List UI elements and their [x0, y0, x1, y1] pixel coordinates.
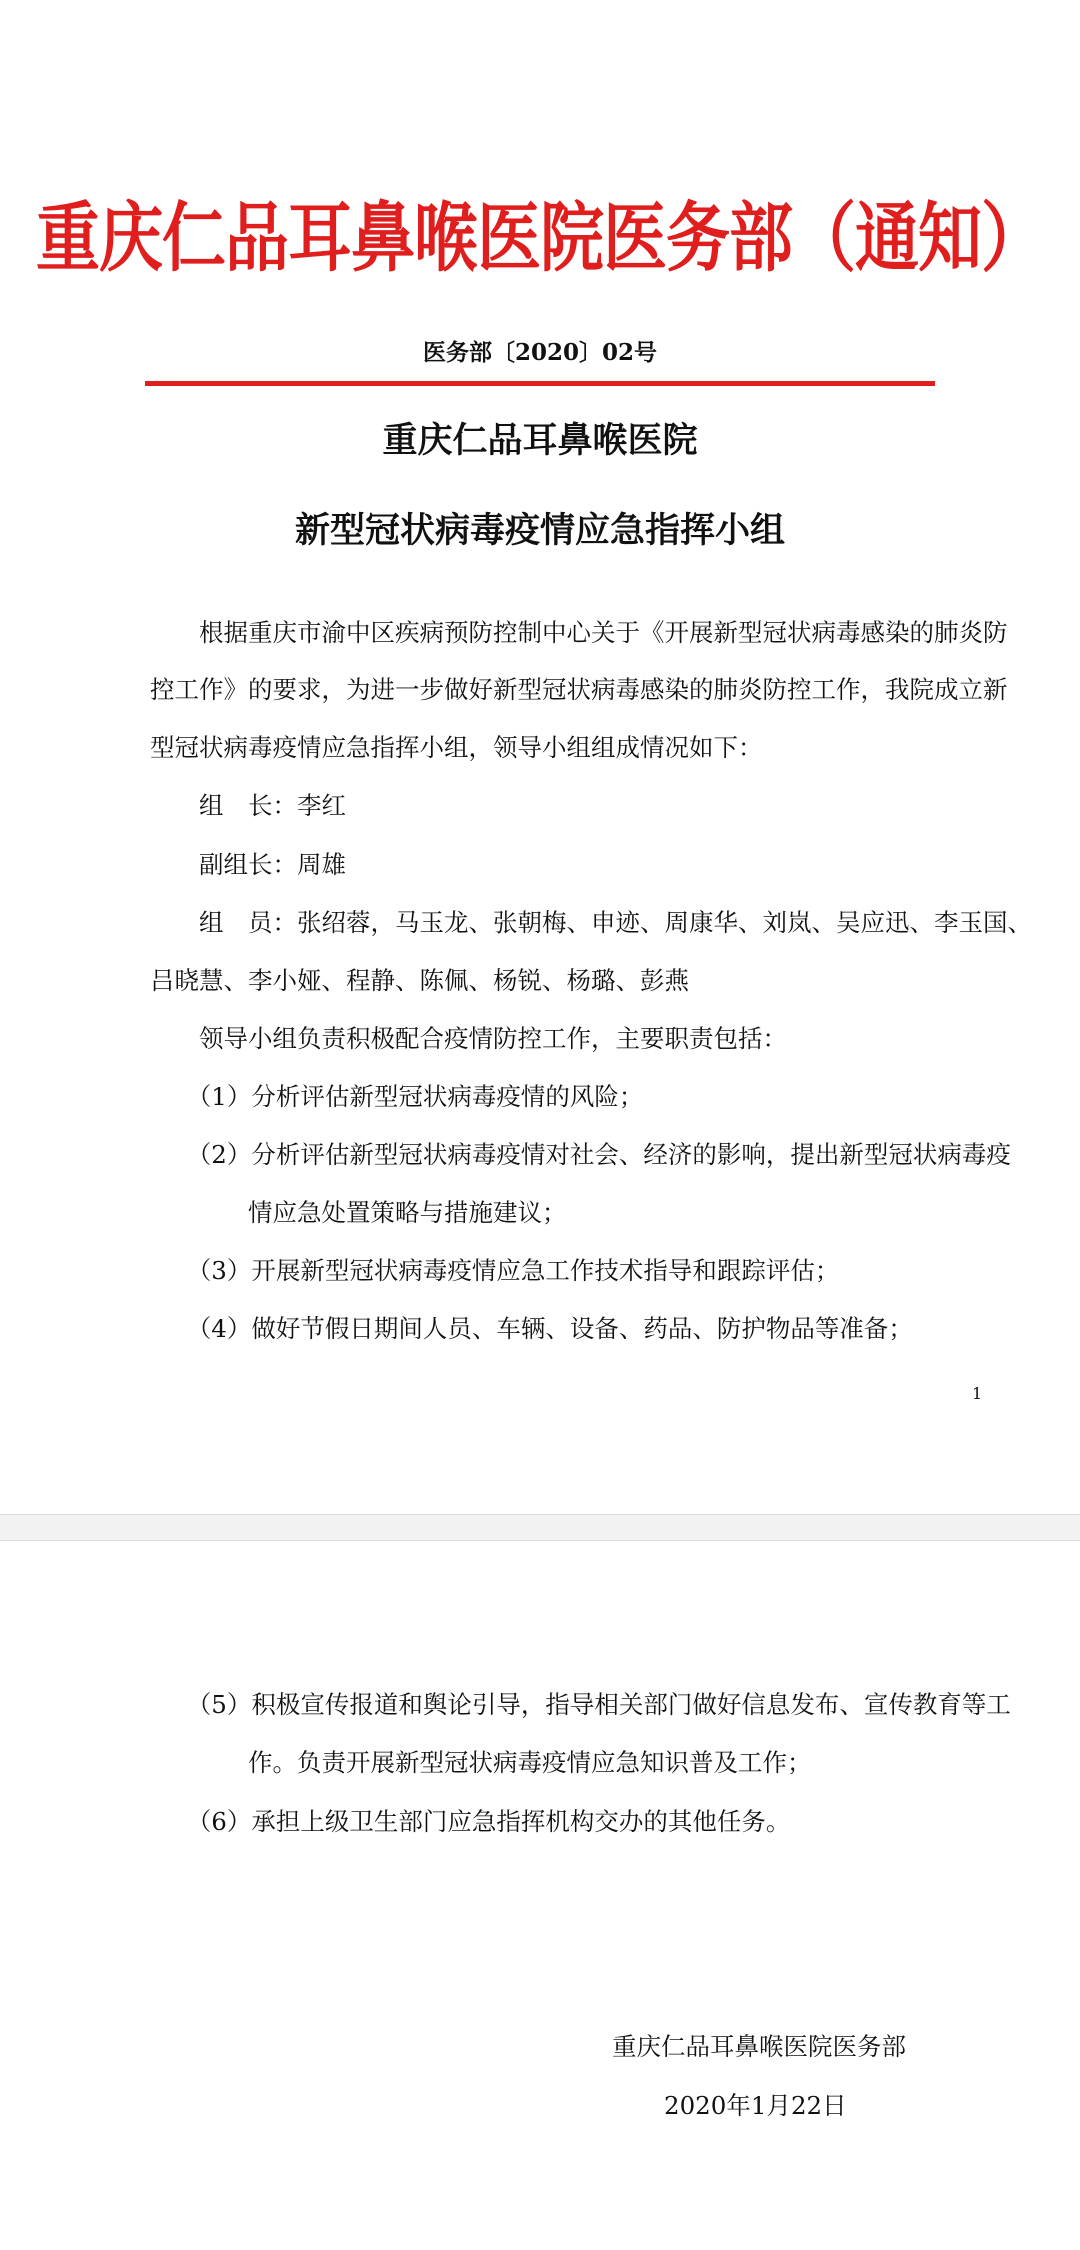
red-letterhead: 重庆仁品耳鼻喉医院医务部（通知）	[36, 195, 1044, 283]
signature-department: 重庆仁品耳鼻喉医院医务部	[612, 2032, 906, 2061]
duty-item-1: （1）分析评估新型冠状病毒疫情的风险；	[150, 1082, 644, 1111]
page-number: 1	[972, 1384, 983, 1403]
title-line-1: 重庆仁品耳鼻喉医院	[382, 421, 698, 461]
document-page-2	[0, 1540, 1080, 2250]
duty-item-2-continued: 情应急处置策略与措施建议；	[150, 1198, 567, 1227]
duty-item-2: （2）分析评估新型冠状病毒疫情对社会、经济的影响，提出新型冠状病毒疫	[150, 1140, 1011, 1169]
document-number: 医务部〔2020〕02号	[422, 339, 658, 366]
signature-date: 2020年1月22日	[664, 2091, 847, 2120]
members-line-continued: 吕晓慧、李小娅、程静、陈佩、杨锐、杨璐、彭燕	[150, 966, 689, 995]
leader-line: 组 长：李红	[150, 791, 346, 820]
duty-item-3: （3）开展新型冠状病毒疫情应急工作技术指导和跟踪评估；	[150, 1256, 840, 1285]
body-line: 型冠状病毒疫情应急指挥小组，领导小组组成情况如下：	[150, 733, 763, 762]
duty-item-5: （5）积极宣传报道和舆论引导，指导相关部门做好信息发布、宣传教育等工	[150, 1690, 1011, 1719]
body-line: 根据重庆市渝中区疾病预防控制中心关于《开展新型冠状病毒感染的肺炎防	[150, 618, 1008, 647]
deputy-leader-line: 副组长：周雄	[150, 850, 346, 879]
duty-item-4: （4）做好节假日期间人员、车辆、设备、药品、防护物品等准备；	[150, 1314, 913, 1343]
members-line: 组 员：张绍蓉，马玉龙、张朝梅、申迹、周康华、刘岚、吴应迅、李玉国、	[150, 908, 1032, 937]
red-divider-line	[145, 381, 935, 386]
title-line-2: 新型冠状病毒疫情应急指挥小组	[294, 511, 785, 551]
duties-intro: 领导小组负责积极配合疫情防控工作，主要职责包括：	[150, 1024, 787, 1053]
body-line: 控工作》的要求，为进一步做好新型冠状病毒感染的肺炎防控工作，我院成立新	[150, 675, 1008, 704]
duty-item-5-continued: 作。负责开展新型冠状病毒疫情应急知识普及工作；	[150, 1748, 812, 1777]
duty-item-6: （6）承担上级卫生部门应急指挥机构交办的其他任务。	[150, 1807, 791, 1836]
